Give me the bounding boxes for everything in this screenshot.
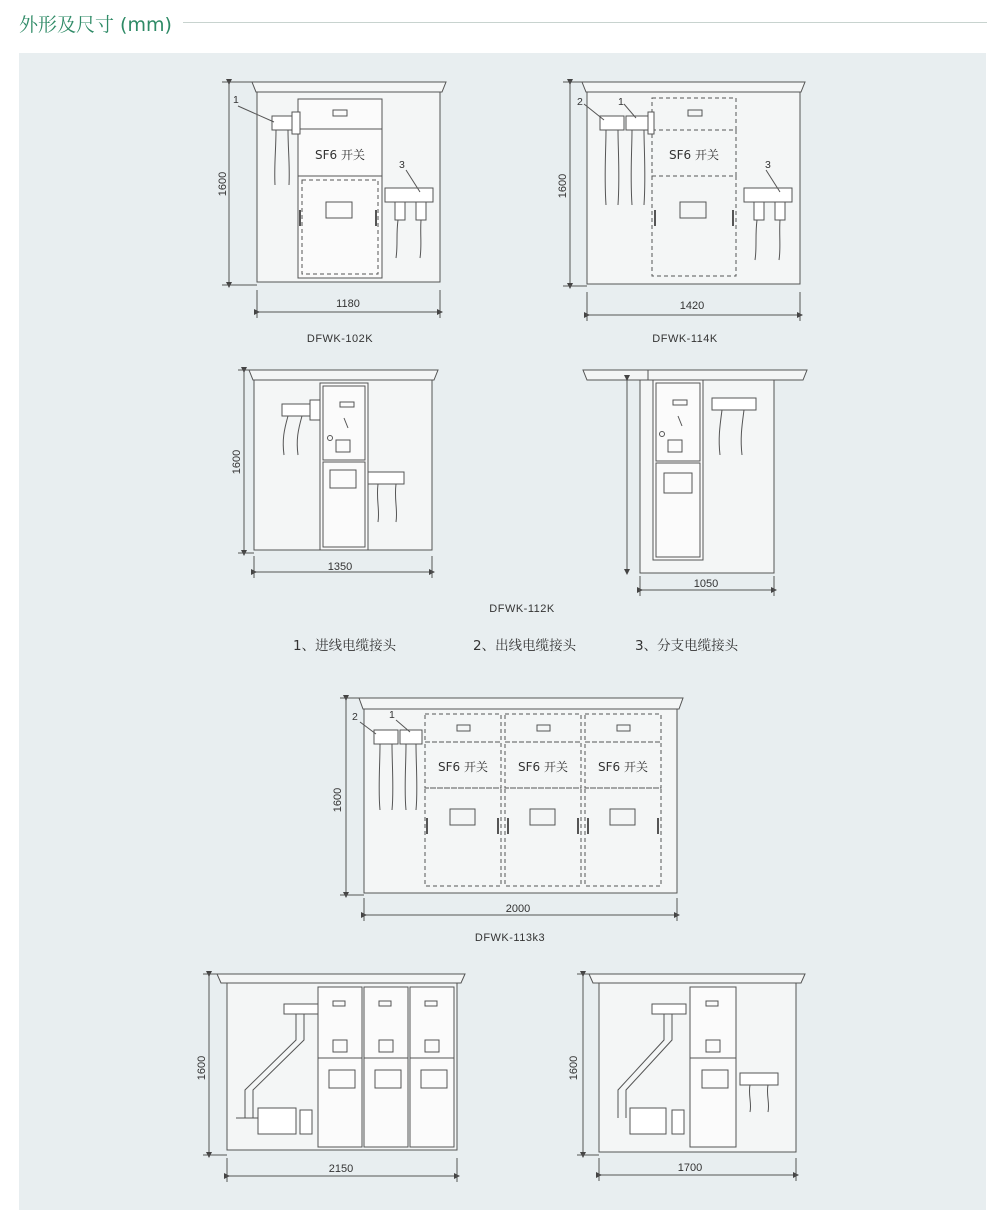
height-dimension: 1600 xyxy=(231,449,243,475)
height-dimension: 1600 xyxy=(568,1055,580,1081)
callout-2: 2 xyxy=(577,96,583,108)
model-caption: DFWK-102K xyxy=(306,333,374,345)
width-dimension-left: 1350 xyxy=(327,561,353,573)
callout-1: 1 xyxy=(618,96,624,108)
drawing-dfwk-113k3 xyxy=(340,698,683,921)
width-dimension-right: 1050 xyxy=(693,578,719,590)
width-dimension: 1420 xyxy=(679,300,705,312)
model-caption: DFWK-113k3 xyxy=(474,932,546,944)
callout-3: 3 xyxy=(399,159,405,171)
sf6-switch-label: SF6 开关 xyxy=(669,148,719,162)
callout-1: 1 xyxy=(389,709,395,721)
drawing-dfwk-112k-left xyxy=(238,370,438,578)
legend-item-3: 3、分支电缆接头 xyxy=(635,638,739,654)
height-dimension: 1600 xyxy=(557,173,569,199)
drawing-dfwk-102k xyxy=(222,82,446,318)
sf6-switch-label-3: SF6 开关 xyxy=(598,760,648,774)
height-dimension: 1600 xyxy=(196,1055,208,1081)
drawing-dfwk-112k-right xyxy=(583,370,807,596)
callout-3: 3 xyxy=(765,159,771,171)
width-dimension: 2150 xyxy=(328,1163,354,1175)
width-dimension: 1700 xyxy=(677,1162,703,1174)
sf6-switch-label-2: SF6 开关 xyxy=(518,760,568,774)
legend-item-2: 2、出线电缆接头 xyxy=(473,638,577,654)
model-caption: DFWK-114K xyxy=(652,333,718,345)
drawing-bottom-right xyxy=(577,974,805,1181)
drawing-dfwk-114k xyxy=(563,82,805,321)
width-dimension: 1180 xyxy=(336,298,360,310)
width-dimension: 2000 xyxy=(505,903,531,915)
sf6-switch-label: SF6 开关 xyxy=(315,148,365,162)
model-caption: DFWK-112K xyxy=(489,603,555,615)
sf6-switch-label-1: SF6 开关 xyxy=(438,760,488,774)
height-dimension: 1600 xyxy=(217,171,229,197)
legend-item-1: 1、进线电缆接头 xyxy=(293,638,397,654)
page-title: 外形及尺寸 (mm) xyxy=(19,14,172,36)
callout-2: 2 xyxy=(352,711,358,723)
callout-1: 1 xyxy=(233,94,239,106)
height-dimension: 1600 xyxy=(332,787,344,813)
drawing-bottom-left xyxy=(203,974,465,1182)
